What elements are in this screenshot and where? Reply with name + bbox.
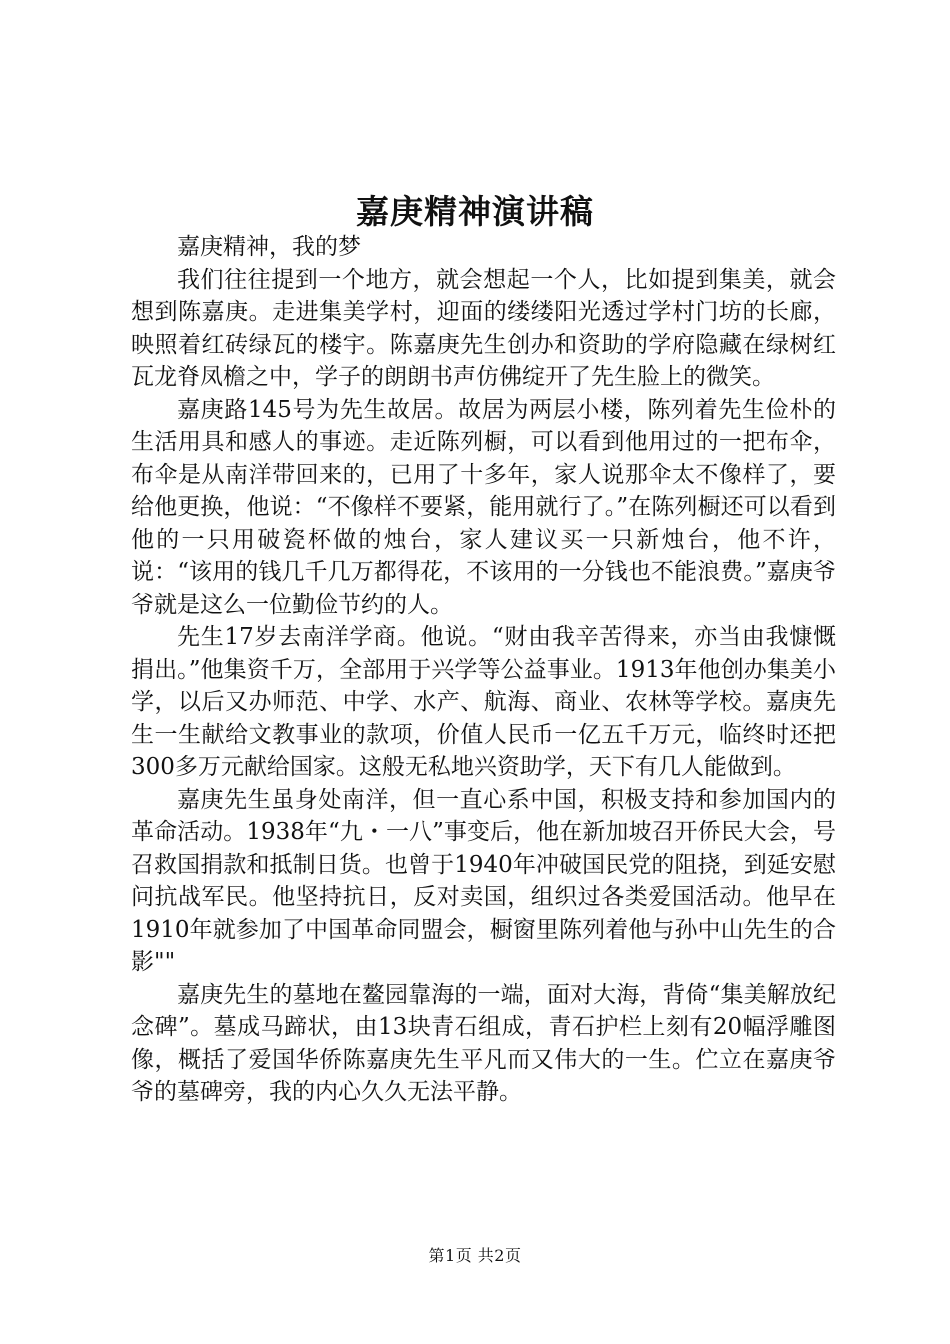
- paragraph: 嘉庚路145号为先生故居。故居为两层小楼，陈列着先生俭朴的生活用具和感人的事迹。走近陈列橱，可以看到他用过的一把布伞，布伞是从南洋带回来的，已用了十多年，家人说那伞太不像样了，要给他更换，他说：“不像样不要紧，能用就行了。”在陈列橱还可以看到他的一只用破瓷杯做的烛台，家人建议买一只新烛台，他不许，说：“该用的钱几千几万都得花，不该用的一分钱也不能浪费。”嘉庚爷爷就是这么一位勤俭节约的人。: [131, 396, 836, 618]
- paragraph: 先生17岁去南洋学商。他说。“财由我辛苦得来，亦当由我慷慨捐出。”他集资千万，全部用于兴学等公益事业。1913年他创办集美小学，以后又办师范、中学、水产、航海、商业、农林等学校。嘉庚先生一生献给文教事业的款项，价值人民币一亿五千万元，临终时还把300多万元献给国家。这般无私地兴资助学，天下有几人能做到。: [131, 624, 836, 780]
- paragraph: 嘉庚先生的墓地在鳌园靠海的一端，面对大海，背倚“集美解放纪念碑”。墓成马蹄状，由13块青石组成，青石护栏上刻有20幅浮雕图像，概括了爱国华侨陈嘉庚先生平凡而又伟大的一生。伫立在嘉庚爷爷的墓碑旁，我的内心久久无法平静。: [131, 981, 836, 1105]
- paragraph: 嘉庚先生虽身处南洋，但一直心系中国，积极支持和参加国内的革命活动。1938年“九・一八”事变后，他在新加坡召开侨民大会，号召救国捐款和抵制日货。也曾于1940年冲破国民党的阻挠，到延安慰问抗战军民。他坚持抗日，反对卖国，组织过各类爱国活动。他早在1910年就参加了中国革命同盟会，橱窗里陈列着他与孙中山先生的合影"": [131, 786, 836, 975]
- page-number-footer: 第1页 共2页: [428, 1246, 522, 1265]
- paragraph: 我们往往提到一个地方，就会想起一个人，比如提到集美，就会想到陈嘉庚。走进集美学村，迎面的缕缕阳光透过学村门坊的长廊，映照着红砖绿瓦的楼宇。陈嘉庚先生创办和资助的学府隐藏在绿树红瓦龙脊凤檐之中，学子的朗朗书声仿佛绽开了先生脸上的微笑。: [131, 266, 836, 390]
- document-body: [131, 231, 836, 1109]
- document-title: 嘉庚精神演讲稿: [356, 192, 594, 231]
- paragraph-subtitle: 嘉庚精神，我的梦: [177, 234, 361, 260]
